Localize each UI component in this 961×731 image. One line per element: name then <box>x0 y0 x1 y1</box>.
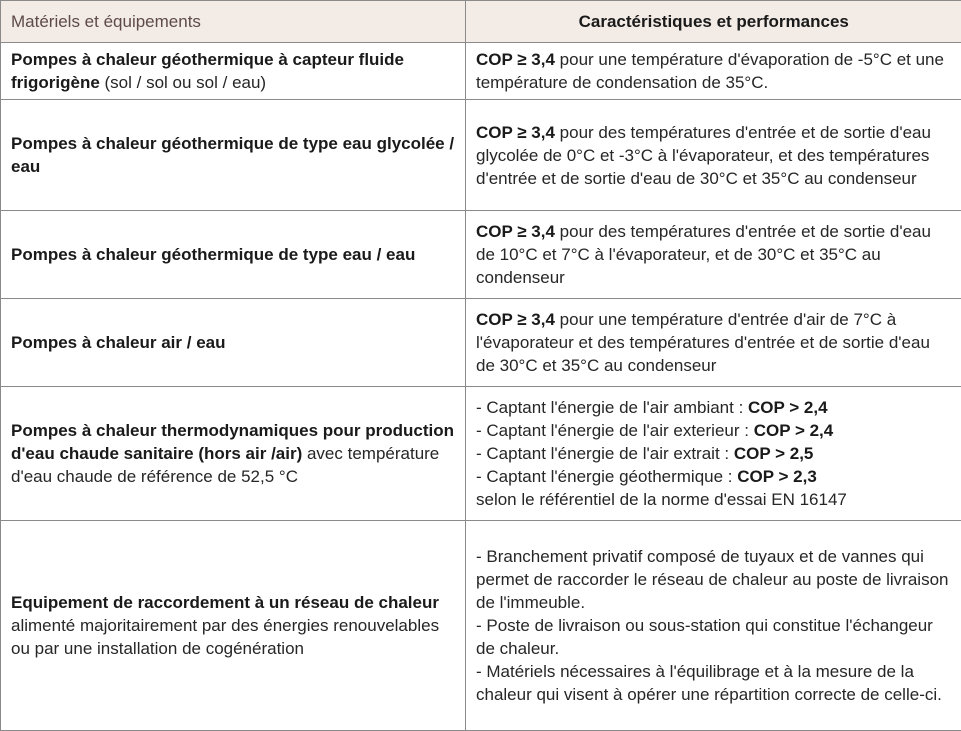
list-item-text: - Captant l'énergie de l'air exterieur : <box>476 421 754 440</box>
table-row <box>1 387 961 521</box>
list-item-text: - Captant l'énergie de l'air extrait : <box>476 444 734 463</box>
performance-cell <box>466 100 961 211</box>
cop-value: COP > 2,5 <box>734 444 814 463</box>
norm-reference: selon le référentiel de la norme d'essai EN 16147 <box>476 488 952 511</box>
list-item-text: - Captant l'énergie de l'air ambiant : <box>476 398 748 417</box>
table-row <box>1 43 961 100</box>
performance-text: pour des températures d'entrée et de sortie d'eau glycolée de 0°C et -3°C à l'évaporateur, et des températures d'entrée et de sortie d'eau de 30°C et 35°C au condenseur <box>476 123 931 188</box>
list-item <box>476 465 952 488</box>
header-row <box>1 1 961 43</box>
cop-value: COP ≥ 3,4 <box>476 123 555 142</box>
performance-cell <box>466 299 961 387</box>
cop-value: COP ≥ 3,4 <box>476 222 555 241</box>
performance-text: pour une température d'évaporation de -5°C et une température de condensation de 35°C. <box>476 50 944 92</box>
equipment-cell <box>1 100 466 211</box>
table-row <box>1 100 961 211</box>
cop-value: COP > 2,4 <box>754 421 834 440</box>
performance-text: pour des températures d'entrée et de sortie d'eau de 10°C et 7°C à l'évaporateur, et de 30°C et 35°C au condenseur <box>476 222 931 287</box>
equipment-subtitle: (sol / sol ou sol / eau) <box>100 73 266 92</box>
equipment-subtitle: alimenté majoritairement par des énergies renouvelables ou par une installation de cogénération <box>11 616 439 658</box>
list-item-text: - Captant l'énergie géothermique : <box>476 467 737 486</box>
cop-value: COP > 2,3 <box>737 467 817 486</box>
equipment-title: Equipement de raccordement à un réseau de chaleur <box>11 593 439 612</box>
equipment-subtitle: avec température d'eau chaude de référence de 52,5 °C <box>11 444 439 486</box>
cop-value: COP ≥ 3,4 <box>476 50 555 69</box>
cop-value: COP > 2,4 <box>748 398 828 417</box>
equipment-title: Pompes à chaleur géothermique de type eau glycolée / eau <box>11 134 454 176</box>
list-item: - Poste de livraison ou sous-station qui constitue l'échangeur de chaleur. <box>476 614 952 660</box>
equipment-title: Pompes à chaleur air / eau <box>11 333 225 352</box>
cop-value: COP ≥ 3,4 <box>476 310 555 329</box>
table-row <box>1 521 961 731</box>
performance-cell <box>466 43 961 100</box>
table-row <box>1 299 961 387</box>
header-characteristics: Caractéristiques et performances <box>466 1 961 43</box>
equipment-title: Pompes à chaleur thermodynamiques pour production d'eau chaude sanitaire (hors air /air) <box>11 421 454 463</box>
equipment-cell <box>1 299 466 387</box>
performance-cell <box>466 387 961 521</box>
list-item: - Matériels nécessaires à l'équilibrage et à la mesure de la chaleur qui visent à opérer une répartition correcte de celle-ci. <box>476 660 952 706</box>
equipment-cell <box>1 43 466 100</box>
performance-cell <box>466 521 961 731</box>
equipment-cell <box>1 387 466 521</box>
table-row <box>1 211 961 299</box>
header-materials: Matériels et équipements <box>1 1 466 43</box>
equipment-cell <box>1 211 466 299</box>
list-item <box>476 442 952 465</box>
equipment-title: Pompes à chaleur géothermique de type eau / eau <box>11 245 415 264</box>
list-item <box>476 396 952 419</box>
performance-cell <box>466 211 961 299</box>
performance-text: pour une température d'entrée d'air de 7°C à l'évaporateur et des températures d'entrée et de sortie d'eau de 30°C et 35°C au condenseur <box>476 310 930 375</box>
list-item <box>476 419 952 442</box>
equipment-cell <box>1 521 466 731</box>
list-item: - Branchement privatif composé de tuyaux et de vannes qui permet de raccorder le réseau de chaleur au poste de livraison de l'immeuble. <box>476 545 952 614</box>
equipment-title: Pompes à chaleur géothermique à capteur fluide frigorigène <box>11 50 404 92</box>
